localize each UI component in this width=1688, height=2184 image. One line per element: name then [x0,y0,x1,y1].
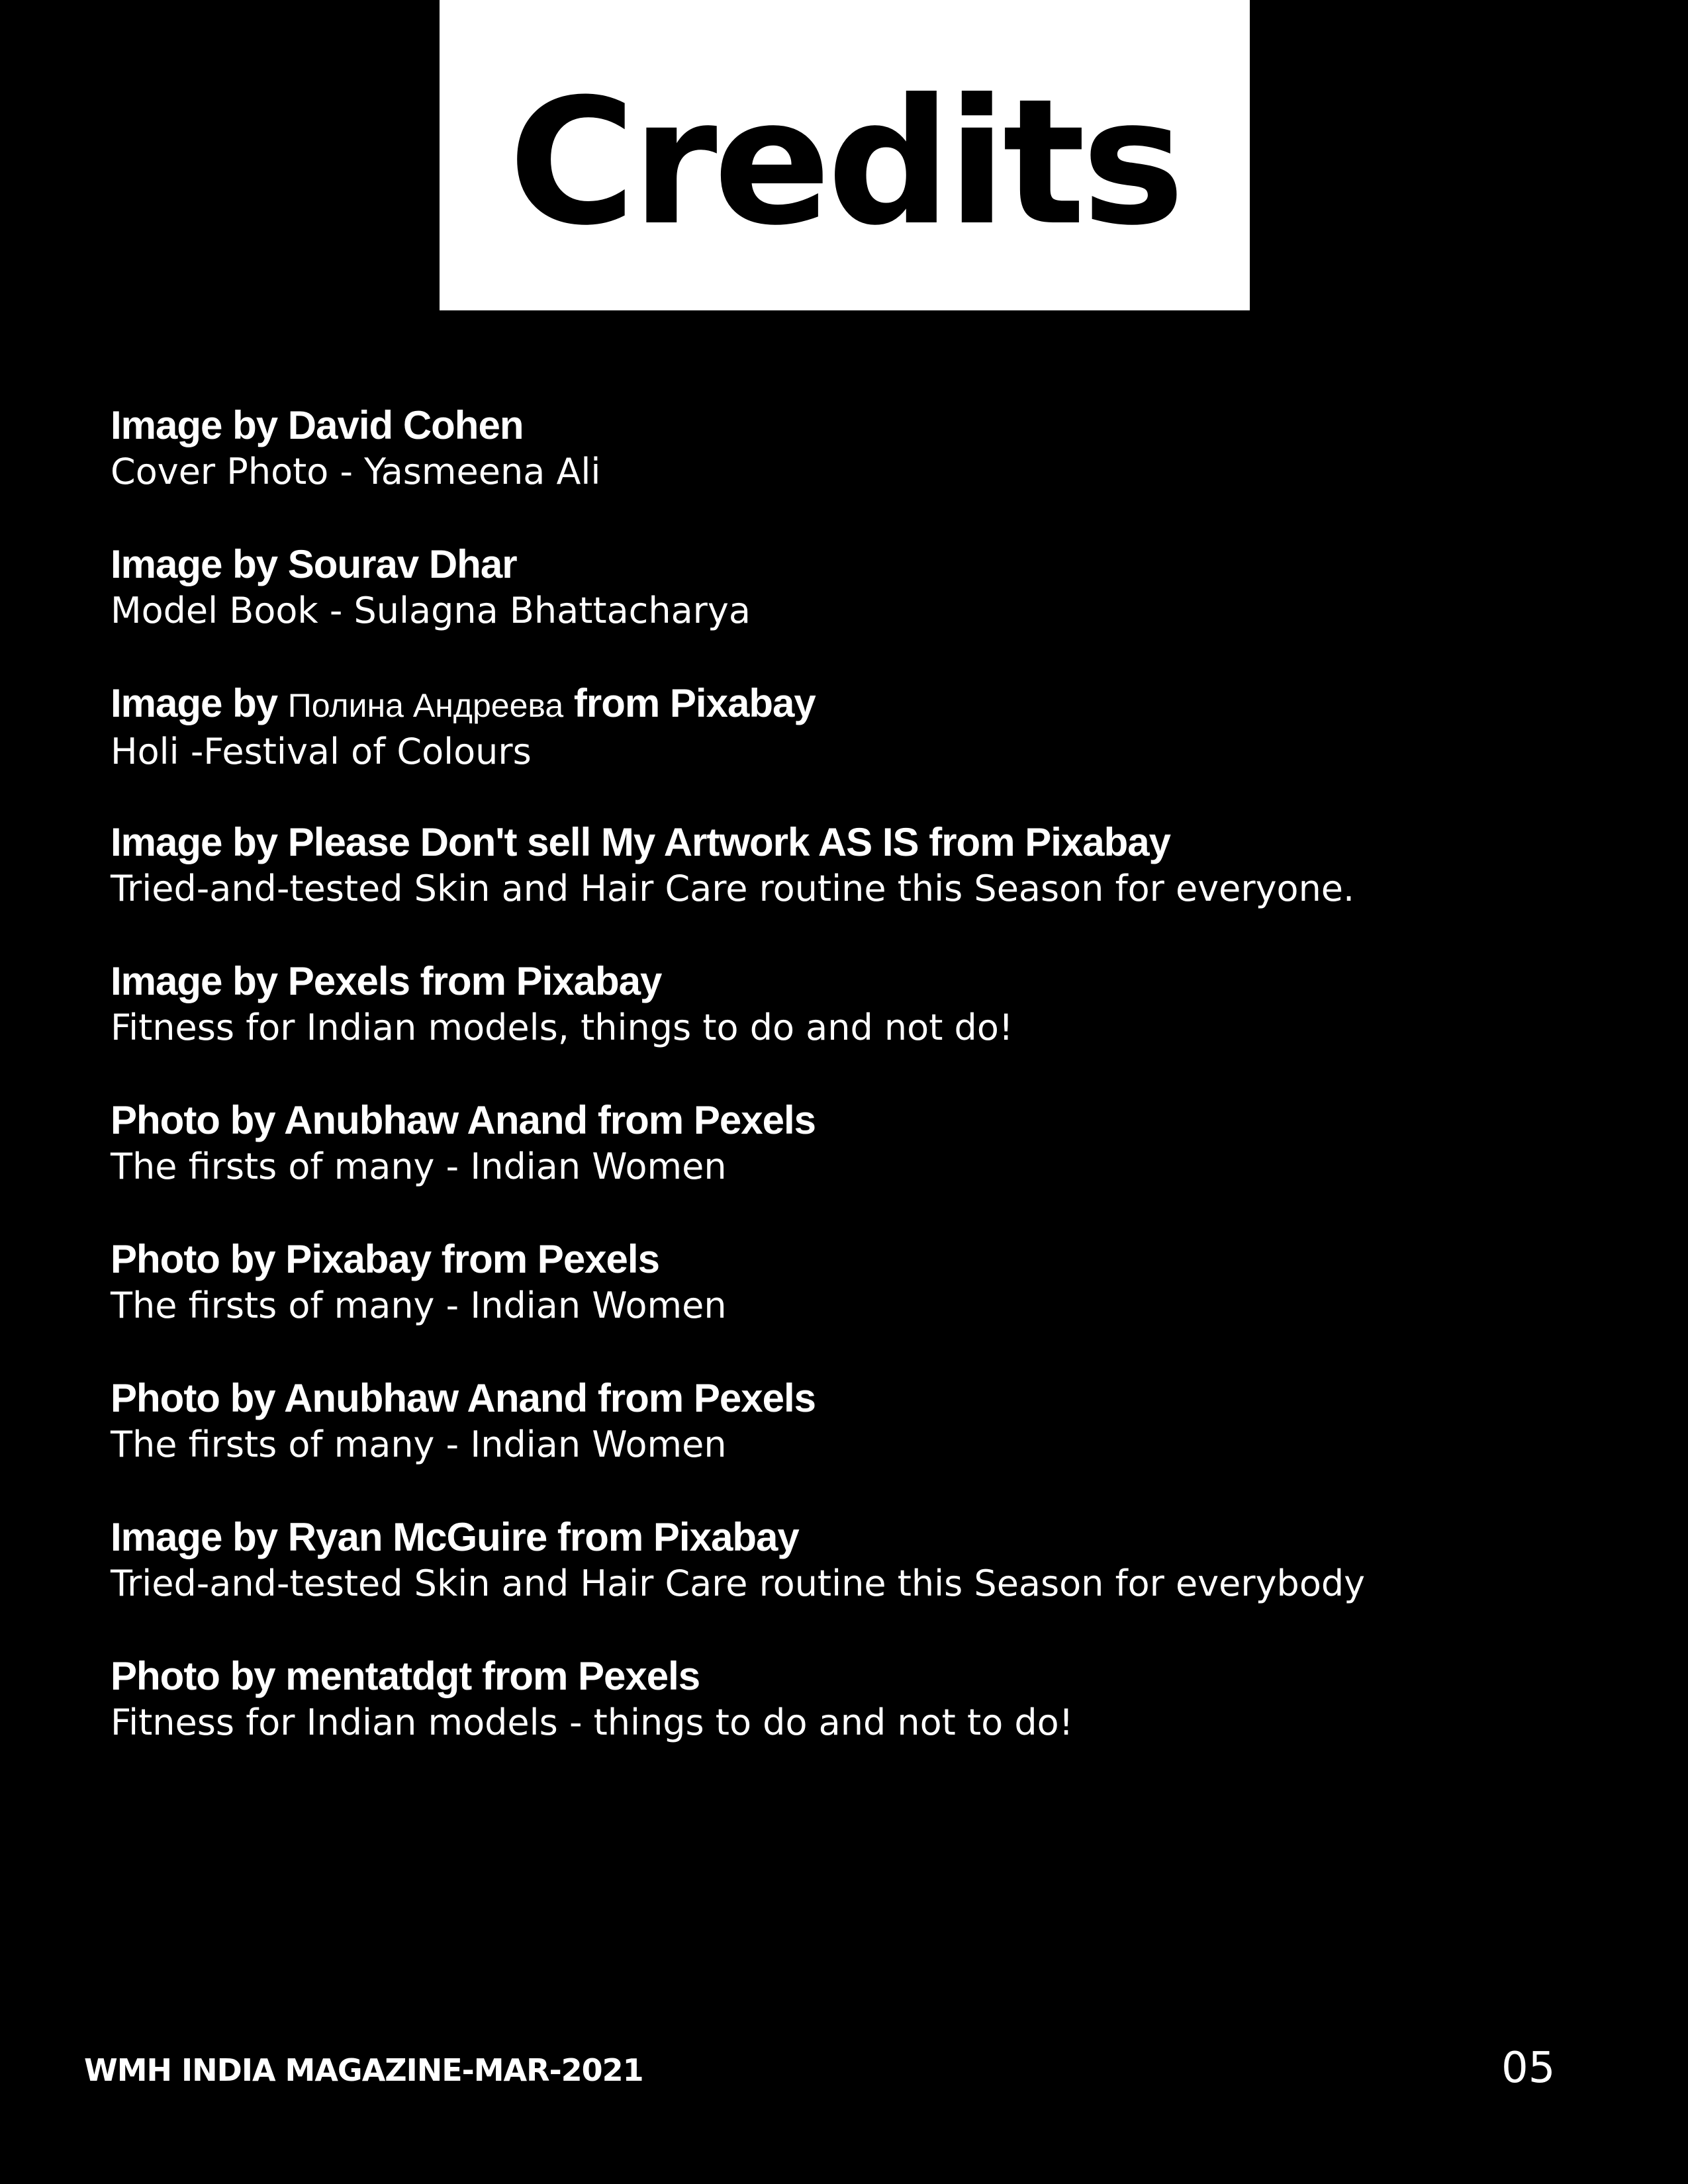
credit-description: Fitness for Indian models, things to do and not do! [111,1007,1013,1048]
credit-entry [111,1375,1600,1514]
credit-description: Fitness for Indian models - things to do and not to do! [111,1702,1074,1743]
credit-source: Image by David Cohen [111,403,524,447]
credit-source-suffix: from Pixabay [573,681,816,725]
credit-description: The firsts of many - Indian Women [111,1424,727,1465]
page-number: 05 [1501,2044,1556,2093]
credit-source: Image by Sourav Dhar [111,542,517,586]
credit-description: Tried-and-tested Skin and Hair Care routine this Season for everyone. [111,868,1355,909]
credit-source: Photo by Pixabay from Pexels [111,1237,659,1281]
credit-entry [111,402,1600,541]
credit-description: Cover Photo - Yasmeena Ali [111,451,601,492]
credit-entry [111,1653,1600,1792]
page-title: Credits [508,61,1181,263]
credit-entry [111,1097,1600,1236]
credit-description: Tried-and-tested Skin and Hair Care routine this Season for everybody [111,1563,1366,1604]
credit-entry [111,819,1600,958]
credit-entry [111,541,1600,680]
credit-source: Image by Please Don't sell My Artwork AS IS from Pixabay [111,820,1171,864]
credit-description: The firsts of many - Indian Women [111,1146,727,1187]
credit-source: Image by Pexels from Pixabay [111,959,662,1003]
credit-entry [111,958,1600,1097]
credit-source: Photo by mentatdgt from Pexels [111,1654,700,1698]
credit-source: Photo by Anubhaw Anand from Pexels [111,1376,816,1420]
credit-entry [111,1236,1600,1375]
credit-description: Model Book - Sulagna Bhattacharya [111,590,751,631]
credit-entry [111,680,1600,819]
credit-source-prefix: Image by [111,681,278,725]
title-box [440,0,1250,310]
credit-source-name: Полина Андреева [287,687,564,724]
credit-description: The firsts of many - Indian Women [111,1285,727,1326]
credit-entry [111,1514,1600,1653]
credit-description: Holi -Festival of Colours [111,731,532,772]
footer-publication: WMH INDIA MAGAZINE-MAR-2021 [84,2052,643,2088]
credit-source: Image by Ryan McGuire from Pixabay [111,1515,799,1559]
credit-source [111,680,1600,729]
credit-source: Photo by Anubhaw Anand from Pexels [111,1098,816,1142]
credits-list [111,402,1600,1792]
